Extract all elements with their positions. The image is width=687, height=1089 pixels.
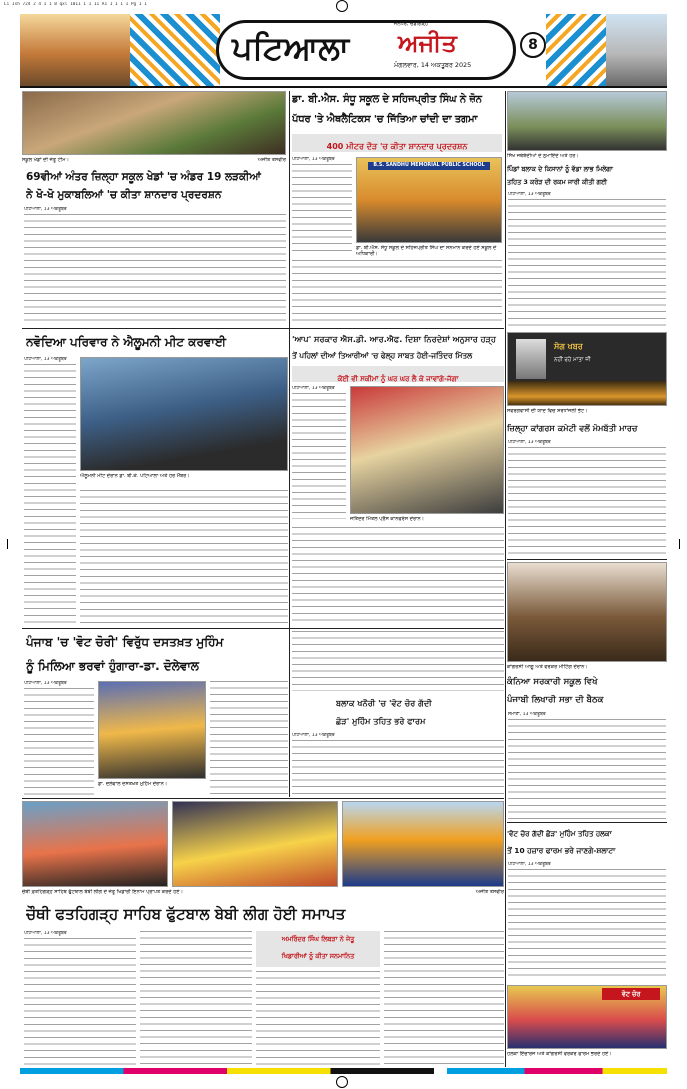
story2-dateline: ਪਟਿਆਲਾ, 13 ਅਕਤੂਬਰ	[292, 157, 335, 162]
story9-body	[508, 719, 666, 819]
story2-band-text: 400 ਮੀਟਰ ਦੌੜ 'ਚ ਕੀਤਾ ਸ਼ਾਨਦਾਰ ਪ੍ਰਦਰਸ਼ਨ	[326, 142, 468, 151]
story2-headline-1: ਡਾ. ਬੀ.ਐਸ. ਸੰਧੂ ਸਕੂਲ ਦੇ ਸਹਿਜਪ੍ਰੀਤ ਸਿੰਘ ਨੇ ਜ਼ੋਨ	[292, 94, 482, 105]
story1-credit: ਅਜੀਤ ਤਸਵੀਰ	[257, 157, 286, 163]
story9-caption: ਕਾਂਗਰਸੀ ਆਗੂ ਅਤੇ ਵਰਕਰ ਮੀਟਿੰਗ ਦੌਰਾਨ।	[507, 664, 588, 670]
masthead-photo-left	[20, 14, 130, 86]
story10-body-col1	[24, 938, 136, 1076]
story2-body-right	[292, 260, 502, 326]
story5-headline-2: ਤੋਂ ਪਹਿਲਾਂ ਦੀਆਂ ਤਿਆਰੀਆਂ 'ਚ ਫੇਲ੍ਹ ਸਾਬਤ ਹੋਈ-ਜਤਿੰਦਰ ਮਿੱਤਲ	[292, 351, 473, 360]
rule-h-2	[22, 628, 504, 629]
story6-box	[507, 332, 667, 406]
registration-mark-left	[0, 539, 8, 549]
rule-h-5	[507, 822, 667, 823]
story1-headline-2: ਨੇ ਖੋ-ਖੋ ਮੁਕਾਬਲਿਆਂ 'ਚ ਕੀਤਾ ਸ਼ਾਨਦਾਰ ਪ੍ਰਦਰਸ਼ਨ	[26, 189, 222, 201]
story9-photo	[507, 562, 667, 662]
story7-headline-1: ਪੰਜਾਬ 'ਚ 'ਵੋਟ ਚੋਰੀ' ਵਿਰੁੱਧ ਦਸਤਖ਼ਤ ਮੁਹਿੰਮ	[26, 635, 224, 649]
story3-body	[508, 199, 666, 329]
story10-dateline: ਪਟਿਆਲਾ, 13 ਅਕਤੂਬਰ	[24, 931, 67, 936]
story5-band-text: ਕੋਈ ਵੀ ਸਕੀਮਾਂ ਨੂੰ ਘਰ ਘਰ ਲੈ ਕੇ ਜਾਵਾਂਗੇ-ਜੱਗਾ	[337, 375, 459, 383]
story6-dateline: ਪਟਿਆਲਾ, 13 ਅਕਤੂਬਰ	[508, 440, 551, 445]
masthead-photo-right	[606, 14, 667, 86]
masthead-city: ਪਟਿਆਲਾ	[232, 29, 350, 67]
page-number: 8	[520, 32, 546, 58]
story10-headline: ਚੌਥੀ ਫਤਹਿਗੜ੍ਹ ਸਾਹਿਬ ਫੁੱਟਬਾਲ ਬੇਬੀ ਲੀਗ ਹੋਈ ਸਮਾਪਤ	[26, 905, 346, 923]
masthead-pattern	[130, 14, 220, 86]
story4-caption: ਐਲੂਮਨੀ ਮੀਟ ਦੌਰਾਨ ਡਾ. ਬੀ.ਕੇ. ਪਟਿਆਲਾ ਅਤੇ ਹੋਰ ਮੈਂਬਰ।	[80, 473, 190, 479]
story11-banner: ਵੋਟ ਚੋਰ	[602, 988, 660, 1000]
story10-band-2: ਖਿਡਾਰੀਆਂ ਨੂੰ ਕੀਤਾ ਸਨਮਾਨਿਤ	[281, 952, 355, 960]
story7-dateline: ਪਟਿਆਲਾ, 13 ਅਕਤੂਬਰ	[24, 681, 67, 686]
story10-credit: ਅਜੀਤ ਤਸਵੀਰ	[475, 889, 504, 895]
story1-body	[24, 214, 286, 326]
story5-band	[292, 366, 504, 382]
story1-headline-1: 69ਵੀਆਂ ਅੰਤਰ ਜ਼ਿਲ੍ਹਾ ਸਕੂਲ ਖੇਡਾਂ 'ਚ ਅੰਡਰ 19 ਲੜਕੀਆਂ	[26, 171, 261, 183]
story9-headline-1: ਕੰਨਿਆ ਸਰਕਾਰੀ ਸਕੂਲ ਵਿਖੇ	[507, 677, 598, 687]
story5-dateline: ਪਟਿਆਲਾ, 13 ਅਕਤੂਬਰ	[292, 386, 335, 391]
story11-caption: ਹਲਕਾ ਇੰਚਾਰਜ ਅਤੇ ਕਾਂਗਰਸੀ ਵਰਕਰ ਫਾਰਮ ਭਰਦੇ ਹੋਏ।	[507, 1051, 612, 1057]
registration-mark-top	[336, 0, 348, 12]
story10-caption: ਚੌਥੀ ਫ਼ਤਹਿਗੜ੍ਹ ਸਾਹਿਬ ਫੁੱਟਬਾਲ ਬੇਬੀ ਲੀਗ ਦੇ ਜੇਤੂ ਖਿਡਾਰੀ ਇਨਾਮ ਪ੍ਰਾਪਤ ਕਰਦੇ ਹੋਏ।	[22, 889, 183, 895]
story10-body-col2	[140, 931, 252, 1076]
story8-headline-1: ਬਲਾਕ ਖਨੌਰੀ 'ਚ 'ਵੋਟ ਚੋਰ ਗੱਦੀ	[336, 698, 432, 708]
story6-portrait	[516, 339, 546, 379]
story7-caption: ਡਾ. ਦੋਲੇਵਾਲ ਦਸਤਖ਼ਤ ਮੁਹਿੰਮ ਦੌਰਾਨ।	[98, 781, 168, 787]
story6-box-sub: ਨਹੀਂ ਰਹੇ ਮਾਤਾ ਜੀ	[554, 357, 591, 363]
story2-photo-banner: B.S. SANDHU MEMORIAL PUBLIC SCHOOL	[368, 162, 490, 170]
story11-dateline: ਪਟਿਆਲਾ, 13 ਅਕਤੂਬਰ	[508, 862, 551, 867]
story6-caption: ਸਵਰਗਵਾਸੀ ਦੀ ਯਾਦ ਵਿਚ ਸ਼ਰਧਾਂਜਲੀ ਭੇਟ।	[507, 408, 588, 414]
rule-h-1	[22, 328, 504, 329]
masthead-pattern-right	[546, 14, 606, 86]
story10-band-1: ਅਮਰਿੰਦਰ ਸਿੰਘ ਲਿਬੜਾ ਨੇ ਜੇਤੂ	[281, 935, 355, 943]
story3-caption: ਸਿੱਖ ਜਥੇਬੰਦੀਆਂ ਦੇ ਨੁਮਾਇੰਦੇ ਅਤੇ ਹੋਰ।	[507, 153, 579, 159]
story2-body-left	[292, 164, 352, 256]
story5-caption: ਜਤਿੰਦਰ ਮਿੱਤਲ ਪ੍ਰੈਸ ਕਾਨਫਰੰਸ ਦੌਰਾਨ।	[350, 516, 424, 522]
story4-body-left	[24, 364, 76, 626]
color-bar	[20, 1068, 667, 1074]
story1-caption: ਸਕੂਲ ਖੇਡਾਂ ਦੀ ਜੇਤੂ ਟੀਮ।	[22, 157, 69, 163]
story3-photo	[507, 91, 667, 151]
story3-headline-1: ਪਿੰਡਾਂ ਬਲਾਕ ਦੇ ਕਿਸਾਨਾਂ ਨੂੰ ਵੱਡਾ ਲਾਭ ਮਿਲੇਗਾ	[507, 165, 613, 173]
story2-caption: ਡਾ. ਬੀ.ਐਸ. ਸੰਧੂ ਸਕੂਲ ਦੇ ਸਹਿਜਪ੍ਰੀਤ ਸਿੰਘ ਦਾ ਸਨਮਾਨ ਕਰਦੇ ਹੋਏ ਸਕੂਲ ਦੇ ਅਧਿਕਾਰੀ।	[356, 245, 497, 257]
story10-band	[256, 931, 380, 967]
story6-candles	[508, 381, 667, 406]
story8-body	[292, 740, 504, 796]
story6-box-title: ਸੋਗ ਖਬਰ	[554, 342, 583, 351]
story9-headline-2: ਪੰਜਾਬੀ ਲਿਖਾਰੀ ਸਭਾ ਦੀ ਬੈਠਕ	[507, 695, 604, 705]
story7-body-right	[210, 681, 288, 797]
story8-dateline: ਪਟਿਆਲਾ, 13 ਅਕਤੂਬਰ	[292, 733, 335, 738]
story4-dateline: ਪਟਿਆਲਾ, 13 ਅਕਤੂਬਰ	[24, 357, 67, 362]
story2-band	[292, 134, 502, 152]
story8-body-top	[292, 631, 504, 691]
registration-mark-bottom	[336, 1076, 348, 1088]
story5-headline-1: 'ਆਪ' ਸਰਕਾਰ ਐਸ.ਡੀ. ਆਰ.ਐਫ. ਦਿਸ਼ਾ ਨਿਰਦੇਸ਼ਾਂ ਅਨੁਸਾਰ ਹੜ੍ਹ	[292, 334, 497, 344]
story3-dateline: ਪਟਿਆਲਾ, 13 ਅਕਤੂਬਰ	[508, 192, 551, 197]
masthead-date: ਮੰਗਲਵਾਰ, 14 ਅਕਤੂਬਰ 2025	[394, 61, 472, 69]
story5-body-right	[292, 527, 504, 625]
masthead	[20, 14, 667, 88]
story2-headline-2: ਪੱਧਰ 'ਤੇ ਐਥਲੈਟਿਕਸ 'ਚ ਜਿੱਤਿਆ ਚਾਂਦੀ ਦਾ ਤਗਮਾ	[292, 114, 478, 125]
story9-dateline: ਸਮਾਣਾ, 13 ਅਕਤੂਬਰ	[508, 712, 546, 717]
story3-headline-2: ਤਹਿਤ 3 ਕਰੋੜ ਦੀ ਰਕਮ ਜਾਰੀ ਕੀਤੀ ਗਈ	[507, 178, 607, 186]
story4-body-right	[80, 490, 288, 626]
rule-h-3	[22, 798, 504, 799]
masthead-brand: ਅਜੀਤ	[398, 29, 457, 57]
story11-body	[508, 869, 666, 981]
story1-photo	[22, 91, 286, 155]
rule-h-4	[507, 559, 667, 560]
rule-col-1	[289, 91, 290, 797]
story5-body-left	[292, 393, 346, 519]
registration-mark-right	[679, 539, 687, 549]
story8-headline-2: ਛੋੜ' ਮੁਹਿੰਮ ਤਹਿਤ ਭਰੇ ਫਾਰਮ	[336, 716, 426, 726]
story1-dateline: ਪਟਿਆਲਾ, 13 ਅਕਤੂਬਰ	[24, 207, 67, 212]
imprint-strip: Li Ish 724 2 4 1 1 8 qxl 1011 1 1 11 A1 1 1 1 1 Pg 1 1	[4, 2, 147, 7]
story6-headline: ਜ਼ਿਲ੍ਹਾ ਕਾਂਗਰਸ ਕਮੇਟੀ ਵਲੋਂ ਮੋਮਬੱਤੀ ਮਾਰਚ	[507, 423, 638, 433]
story11-headline-1: 'ਵੋਟ ਚੋਰ ਗੱਦੀ ਛੋੜ' ਮੁਹਿੰਮ ਤਹਿਤ ਹਲਕਾ	[507, 830, 612, 838]
story10-photo-1	[22, 801, 168, 887]
story10-photo-2	[172, 801, 338, 887]
story4-photo	[80, 357, 288, 471]
story10-photo-3	[342, 801, 504, 887]
story7-photo	[98, 681, 206, 779]
rule-col-2	[505, 91, 506, 1067]
story10-body-col4	[384, 931, 504, 1076]
story7-headline-2: ਨੂੰ ਮਿਲਿਆ ਭਰਵਾਂ ਹੁੰਗਾਰਾ-ਡਾ. ਦੋਲੇਵਾਲ	[26, 659, 199, 673]
story6-body	[508, 447, 666, 557]
story4-headline: ਨਵੋਦਿਆ ਪਰਿਵਾਰ ਨੇ ਐਲੂਮਨੀ ਮੀਟ ਕਰਵਾਈ	[26, 335, 227, 349]
masthead-tagline: ਜਲੰਧਰ, ਚੰਡੀਗੜ੍ਹ	[394, 21, 429, 27]
story7-body-left	[24, 688, 94, 796]
story10-body-col3	[256, 971, 380, 1076]
story11-headline-2: ਤੋਂ 10 ਹਜ਼ਾਰ ਫਾਰਮ ਭਰੇ ਜਾਣਗੇ-ਸ਼ਲਾਟਾ	[507, 846, 616, 855]
story5-photo	[350, 386, 504, 514]
